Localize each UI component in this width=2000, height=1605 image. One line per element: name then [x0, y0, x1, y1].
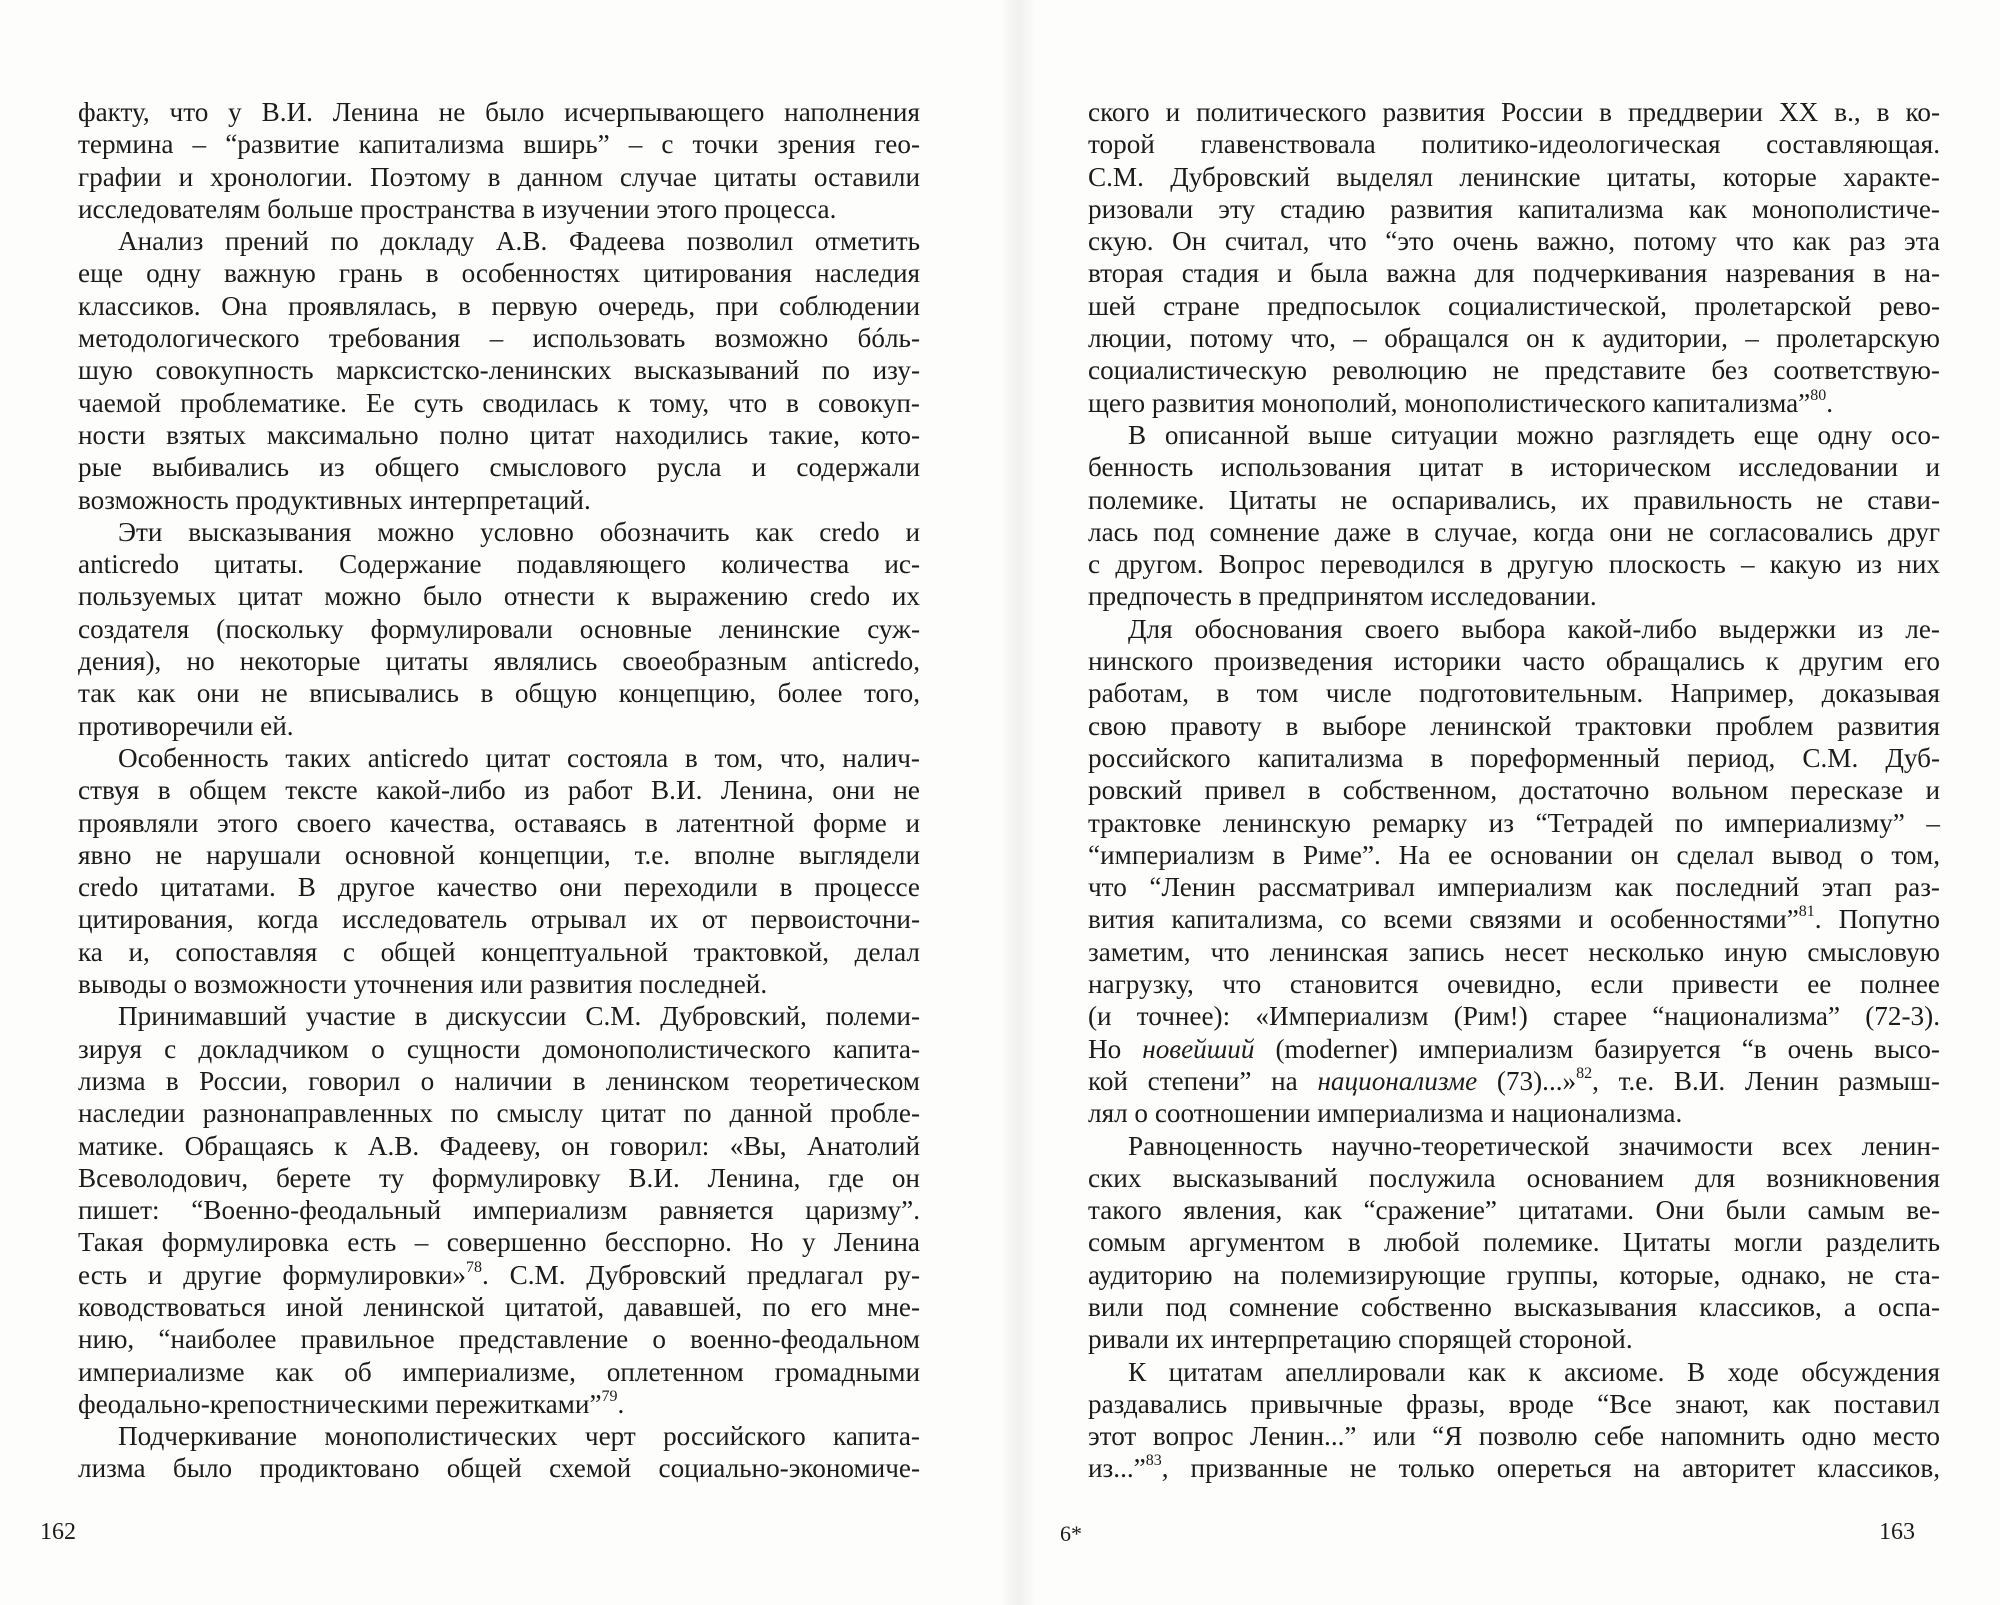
text-run: выводы о возможности уточнения или развития последней.	[78, 969, 768, 1000]
text-line	[78, 193, 920, 225]
text-line	[1088, 936, 1940, 968]
text-line	[78, 1323, 920, 1355]
text-line	[78, 548, 920, 580]
text-run: ководствоваться иной ленинской цитатой, дававшей, по его мне-	[78, 1291, 920, 1322]
text-run: матике. Обращаясь к А.В. Фадееву, он говорил: «Вы, Анатолий	[78, 1130, 920, 1161]
text-run: лась под сомнение даже в случае, когда они не согласовались друг	[1088, 516, 1940, 547]
text-run: еще одну важную грань в особенностях цитирования наследия	[78, 258, 920, 289]
text-run: . С.М. Дубровский предлагал ру-	[481, 1259, 920, 1290]
text-line	[78, 645, 920, 677]
text-line	[78, 613, 920, 645]
text-line	[1088, 387, 1940, 419]
text-line	[1088, 354, 1940, 386]
text-run: трактовке ленинскую ремарку из “Тетрадей по империализму” –	[1088, 807, 1940, 838]
text-run: бенность использования цитат в историческом исследовании и	[1088, 452, 1940, 483]
text-run: шую совокупность марксистско-ленинских высказываний по изу-	[78, 355, 920, 386]
text-line	[78, 710, 920, 742]
text-run: ка и, сопоставляя с общей концептуальной трактовкой, делал	[78, 936, 920, 967]
text-line	[1088, 1452, 1940, 1484]
text-line	[78, 903, 920, 935]
text-line	[1088, 1259, 1940, 1291]
footnote-ref: 83	[1145, 1452, 1162, 1470]
text-run: Для обоснования своего выбора какой-либо выдержки из ле-	[1128, 613, 1940, 644]
text-run: Принимавший участие в дискуссии С.М. Дубровский, полеми-	[118, 1001, 920, 1032]
text-run: (и точнее): «Империализм (Рим!) старее “национализма” (72-3).	[1088, 1001, 1940, 1032]
text-line	[1088, 742, 1940, 774]
text-run: нинского произведения историки часто обращались к другим его	[1088, 646, 1940, 677]
text-run: есть и другие формулировки»	[78, 1259, 466, 1290]
text-line	[1088, 1000, 1940, 1032]
text-line	[78, 936, 920, 968]
text-line	[1088, 516, 1940, 548]
text-line	[1088, 451, 1940, 483]
text-line	[1088, 580, 1940, 612]
text-run: , призванные не только опереться на авторитет классиков,	[1161, 1453, 1940, 1484]
text-run: этот вопрос Ленин...” или “Я позволю себе напомнить одно место	[1088, 1421, 1940, 1452]
text-line	[78, 387, 920, 419]
text-line	[78, 839, 920, 871]
text-line	[78, 1194, 920, 1226]
text-line	[78, 1097, 920, 1129]
text-line	[1088, 322, 1940, 354]
text-run: ских высказываний послужила основанием для возникновения	[1088, 1162, 1940, 1193]
text-run: Особенность таких anticredo цитат состояла в том, что, налич-	[118, 742, 920, 773]
text-line	[1088, 257, 1940, 289]
text-line	[78, 225, 920, 257]
text-line	[1088, 1097, 1940, 1129]
left-page-text	[78, 96, 920, 1485]
text-run: ского и политического развития России в преддверии XX в., в ко-	[1088, 97, 1940, 127]
footnote-ref: 79	[601, 1387, 618, 1405]
text-run: раздавались привычные фразы, вроде “Все знают, как поставил	[1088, 1388, 1940, 1419]
signature-mark: 6*	[1060, 1521, 1082, 1546]
text-run: рые выбивались из общего смыслового русла и содержали	[78, 452, 920, 483]
page-gutter	[1000, 0, 1036, 1605]
text-run: классиков. Она проявлялась, в первую очередь, при соблюдении	[78, 290, 920, 321]
footnote-ref: 81	[1798, 903, 1815, 921]
text-run: российского капитализма в пореформенный период, С.М. Дуб-	[1088, 742, 1940, 773]
text-run: В описанной выше ситуации можно разглядеть еще одну осо-	[1128, 419, 1940, 450]
text-line	[1088, 161, 1940, 193]
text-line	[78, 1033, 920, 1065]
text-line	[1088, 774, 1940, 806]
text-run: Равноценность научно-теоретической значимости всех ленин-	[1128, 1130, 1940, 1161]
footnote-ref: 80	[1810, 386, 1827, 404]
text-run: зируя с докладчиком о сущности домонополистического капита-	[78, 1033, 920, 1064]
text-run: “империализм в Риме”. На ее основании он сделал вывод о том,	[1088, 839, 1940, 870]
text-run: свою правоту в выборе ленинской трактовки проблем развития	[1088, 710, 1940, 741]
text-run: нагрузку, что становится очевидно, если привести ее полнее	[1088, 969, 1940, 1000]
text-line	[78, 128, 920, 160]
text-line	[78, 677, 920, 709]
text-line	[1088, 871, 1940, 903]
text-run: заметим, что ленинская запись несет несколько иную смысловую	[1088, 936, 1940, 967]
text-run: наследии разнонаправленных по смыслу цитат по данной пробле-	[78, 1098, 920, 1129]
text-run: аудиторию на полемизирующие группы, которые, однако, не ста-	[1088, 1259, 1940, 1290]
text-run: работам, в том числе подготовительным. Например, доказывая	[1088, 678, 1940, 709]
text-run: (moderner) империализм базируется “в очень высо-	[1254, 1033, 1940, 1064]
text-run: возможность продуктивных интерпретаций.	[78, 484, 591, 515]
text-run: Подчеркивание монополистических черт российского капита-	[118, 1421, 920, 1452]
text-line	[1088, 677, 1940, 709]
text-run: графии и хронологии. Поэтому в данном случае цитаты оставили	[78, 161, 920, 192]
text-run: лял о соотношении империализма и национализма.	[1088, 1098, 1683, 1129]
text-line	[1088, 1388, 1940, 1420]
text-run: цитирования, когда исследователь отрывал их от первоисточни-	[78, 904, 920, 935]
text-run: Такая формулировка есть – совершенно бесспорно. Но у Ленина	[78, 1227, 920, 1258]
text-run: лизма в России, говорил о наличии в ленинском теоретическом	[78, 1065, 920, 1096]
footnote-ref: 78	[465, 1258, 482, 1276]
text-run: credo цитатами. В другое качество они переходили в процессе	[78, 872, 920, 903]
text-run: проявляли этого своего качества, оставаясь в латентной форме и	[78, 807, 920, 838]
text-run: Эти высказывания можно условно обозначить как credo и	[118, 516, 920, 547]
text-line	[1088, 548, 1940, 580]
footnote-ref: 82	[1576, 1064, 1593, 1082]
text-line	[1088, 96, 1940, 128]
text-run: ризовали эту стадию развития капитализма как монополистиче-	[1088, 193, 1940, 224]
italic-text: национализме	[1317, 1065, 1478, 1096]
text-line	[78, 1356, 920, 1388]
text-line	[78, 161, 920, 193]
text-run: лизма было продиктовано общей схемой социально-экономиче-	[78, 1453, 920, 1484]
text-line	[78, 290, 920, 322]
text-run: социалистическую революцию не представите без соответствую-	[1088, 355, 1940, 386]
text-line	[1088, 1356, 1940, 1388]
text-line	[1088, 1291, 1940, 1323]
text-line	[78, 580, 920, 612]
text-run: нию, “наиболее правильное представление о военно-феодальном	[78, 1324, 920, 1355]
text-run: скую. Он считал, что “это очень важно, потому что как раз эта	[1088, 226, 1940, 257]
text-line	[78, 419, 920, 451]
text-line	[1088, 225, 1940, 257]
text-line	[78, 1130, 920, 1162]
text-line	[78, 1452, 920, 1484]
text-run: чаемой проблематике. Ее суть сводилась к тому, что в совокуп-	[78, 387, 920, 418]
text-line	[1088, 128, 1940, 160]
text-run: ности взятых максимально полно цитат находились такие, кото-	[78, 419, 920, 450]
text-line	[78, 96, 920, 128]
text-run: методологического требования – использовать возможно бóль-	[78, 323, 920, 354]
text-run: создателя (поскольку формулировали основные ленинские суж-	[78, 613, 920, 644]
text-line	[78, 451, 920, 483]
text-line	[78, 1291, 920, 1323]
text-line	[1088, 613, 1940, 645]
text-run: империализме как об империализме, оплетенном громадными	[78, 1356, 920, 1387]
right-page-number: 163	[1879, 1519, 1915, 1545]
text-line	[1088, 807, 1940, 839]
text-run: вития капитализма, со всеми связями и особенностями”	[1088, 904, 1799, 935]
text-line	[1088, 903, 1940, 935]
text-run: щего развития монополий, монополистического капитализма”	[1088, 387, 1811, 418]
text-line	[78, 807, 920, 839]
text-line	[78, 257, 920, 289]
text-run: , т.е. В.И. Ленин размыш-	[1592, 1065, 1940, 1096]
text-run: вили под сомнение собственно высказывания классиков, а оспа-	[1088, 1291, 1940, 1322]
text-line	[1088, 1130, 1940, 1162]
text-line	[1088, 1226, 1940, 1258]
text-run: люции, потому что, – обращался он к аудитории, – пролетарскую	[1088, 323, 1940, 354]
text-run: вторая стадия и была важна для подчеркивания назревания в на-	[1088, 258, 1940, 289]
text-line	[1088, 645, 1940, 677]
text-run: .	[617, 1388, 625, 1419]
text-line	[78, 742, 920, 774]
text-line	[1088, 839, 1940, 871]
text-run: так как они не вписывались в общую концепцию, более того,	[78, 678, 920, 709]
text-run: пишет: “Военно-феодальный империализм равняется царизму”.	[78, 1195, 920, 1226]
text-run: пользуемых цитат можно было отнести к выражению credo их	[78, 581, 920, 612]
text-line	[1088, 1420, 1940, 1452]
text-line	[78, 1162, 920, 1194]
text-line	[78, 1420, 920, 1452]
text-run: исследователям больше пространства в изучении этого процесса.	[78, 193, 837, 224]
text-line	[1088, 710, 1940, 742]
text-line	[1088, 1323, 1940, 1355]
text-run: дения), но некоторые цитаты являлись своеобразным anticredo,	[78, 646, 920, 677]
text-line	[78, 968, 920, 1000]
text-run: что “Ленин рассматривал империализм как последний этап раз-	[1088, 872, 1940, 903]
text-run: ривали их интерпретацию спорящей стороной.	[1088, 1324, 1633, 1355]
text-line	[78, 1000, 920, 1032]
text-line	[78, 1259, 920, 1291]
text-run: явно не нарушали основной концепции, т.е. вполне выглядели	[78, 839, 920, 870]
text-line	[78, 1065, 920, 1097]
text-run: из...”	[1088, 1453, 1146, 1484]
text-run: ствуя в общем тексте какой-либо из работ В.И. Ленина, они не	[78, 775, 920, 806]
text-run: Всеволодович, берете ту формулировку В.И. Ленина, где он	[78, 1162, 920, 1193]
text-run: с другом. Вопрос переводился в другую плоскость – какую из них	[1088, 549, 1940, 580]
text-run: ровский привел в собственном, достаточно вольном пересказе и	[1088, 775, 1940, 806]
text-line	[78, 774, 920, 806]
text-line	[1088, 1162, 1940, 1194]
text-run: термина – “развитие капитализма вширь” – с точки зрения гео-	[78, 129, 920, 160]
text-line	[78, 1226, 920, 1258]
text-run: К цитатам апеллировали как к аксиоме. В ходе обсуждения	[1128, 1356, 1940, 1387]
text-run: Но	[1088, 1033, 1143, 1064]
text-line	[78, 871, 920, 903]
text-line	[78, 354, 920, 386]
text-line	[1088, 968, 1940, 1000]
text-run: сомым аргументом в любой полемике. Цитаты могли разделить	[1088, 1227, 1940, 1258]
text-run: (73)...»	[1477, 1065, 1577, 1096]
text-line	[1088, 484, 1940, 516]
right-page	[1036, 0, 2000, 1605]
text-line	[1088, 290, 1940, 322]
text-line	[1088, 419, 1940, 451]
text-run: шей стране предпосылок социалистической, пролетарской рево-	[1088, 290, 1940, 321]
left-page-number: 162	[40, 1519, 76, 1545]
text-run: кой степени” на	[1088, 1065, 1318, 1096]
text-line	[1088, 1033, 1940, 1065]
italic-text: новейший	[1142, 1033, 1255, 1064]
right-page-text	[1088, 96, 1940, 1485]
text-run: такого явления, как “сражение” цитатами. Они были самым ве-	[1088, 1195, 1940, 1226]
text-run: феодально-крепостническими пережитками”	[78, 1388, 602, 1419]
text-run: Анализ прений по докладу А.В. Фадеева позволил отметить	[118, 226, 920, 257]
text-run: торой главенствовала политико-идеологическая составляющая.	[1088, 129, 1940, 160]
text-line	[78, 322, 920, 354]
text-line	[1088, 193, 1940, 225]
text-line	[78, 484, 920, 516]
text-run: предпочесть в предпринятом исследовании.	[1088, 581, 1597, 612]
text-run: . Попутно	[1814, 904, 1941, 935]
text-line	[78, 516, 920, 548]
text-run: .	[1826, 387, 1834, 418]
text-run: факту, что у В.И. Ленина не было исчерпывающего наполнения	[78, 97, 920, 127]
text-run: anticredo цитаты. Содержание подавляющего количества ис-	[78, 549, 920, 580]
text-run: С.М. Дубровский выделял ленинские цитаты, которые характе-	[1088, 161, 1940, 192]
text-line	[1088, 1065, 1940, 1097]
text-line	[1088, 1194, 1940, 1226]
text-line	[78, 1388, 920, 1420]
text-run: полемике. Цитаты не оспаривались, их правильность не стави-	[1088, 484, 1940, 515]
text-run: противоречили ей.	[78, 710, 294, 741]
